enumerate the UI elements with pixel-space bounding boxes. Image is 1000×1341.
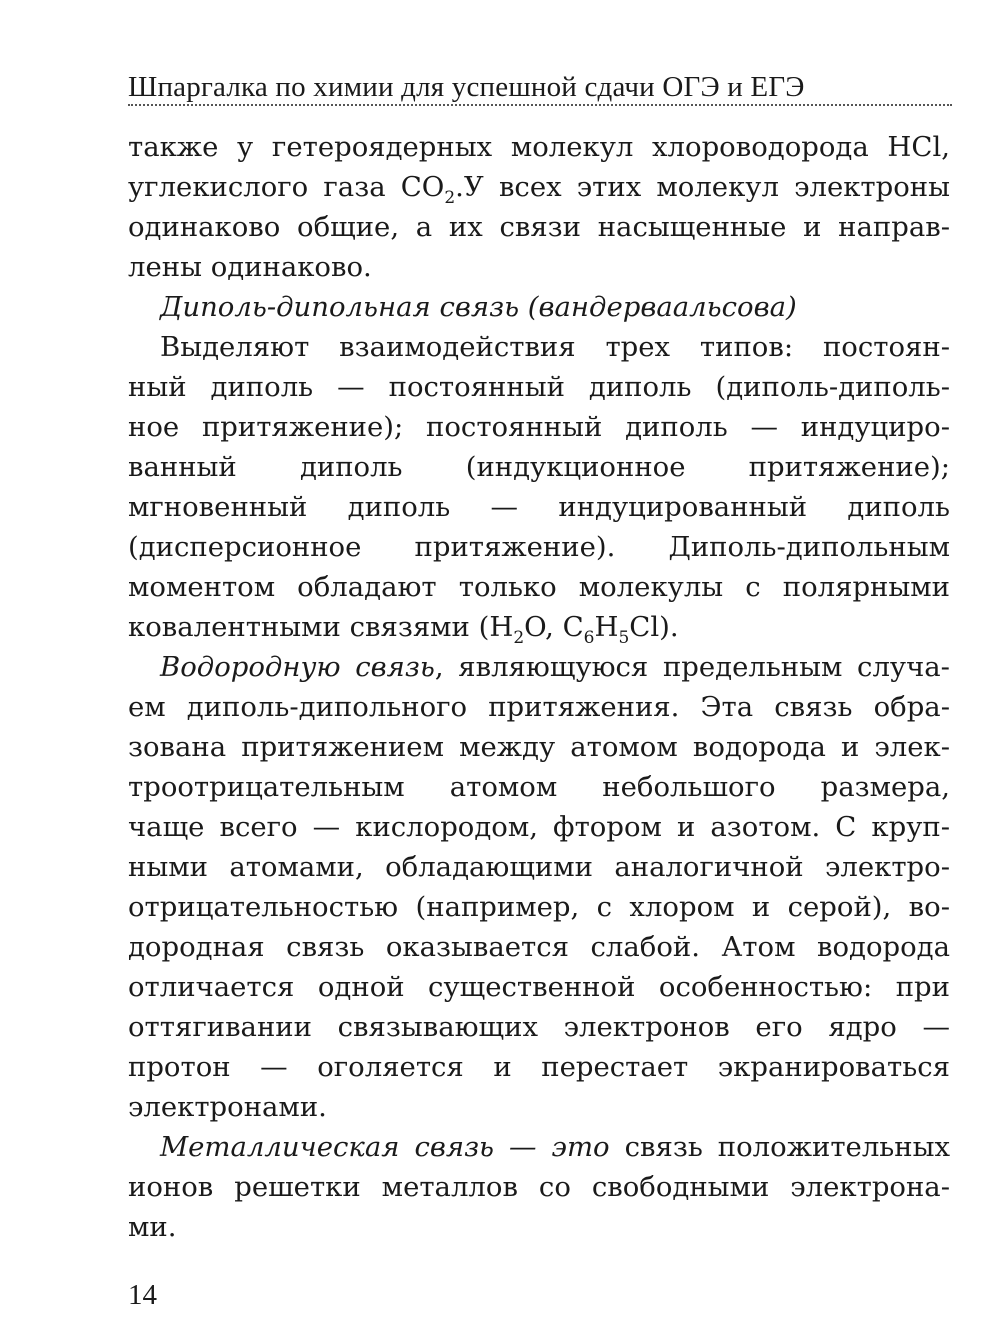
section-heading-dipole: Диполь-дипольная связь (вандерваальсова) — [160, 291, 797, 323]
term-hydrogen-bond: Водородную связь — [160, 651, 435, 683]
header-dotted-rule — [128, 104, 952, 106]
text-fragment: ковалентными связями (H — [128, 611, 514, 643]
subscript: 2 — [513, 628, 525, 648]
text-line: ными атомами, обладающими аналогичной электро- — [128, 851, 950, 883]
text-line: также у гетероядерных молекул хлороводорода HCl, — [128, 131, 950, 163]
text-line — [128, 1127, 950, 1167]
term-metallic-bond: Металлическая связь — это — [160, 1131, 610, 1163]
text-line: троотрицательным атомом небольшого размера, — [128, 771, 950, 803]
text-line: (дисперсионное притяжение). Диполь-дипольным — [128, 531, 950, 563]
text-line: одинаково общие, а их связи насыщенные и направ- — [128, 211, 950, 243]
running-title: Шпаргалка по химии для успешной сдачи ОГЭ и ЕГЭ — [128, 71, 805, 103]
text-line: оттягивании связывающих электронов его ядро — — [128, 1011, 950, 1043]
text-line: электронами. — [128, 1091, 327, 1123]
subscript: 2 — [444, 188, 456, 208]
text-line: зована притяжением между атомом водорода и элек- — [128, 731, 950, 763]
text-line: ионов решетки металлов со свободными электрона- — [128, 1171, 950, 1203]
text-line: ный диполь — постоянный диполь (диполь-диполь- — [128, 371, 950, 403]
text-line: отличается одной существенной особенностью: при — [128, 971, 950, 1003]
text-line — [128, 647, 950, 687]
text-line: Выделяют взаимодействия трех типов: постоян- — [160, 331, 950, 363]
text-line: моментом обладают только молекулы с полярными — [128, 571, 950, 603]
text-fragment: O, C — [524, 611, 584, 643]
text-line: отрицательностью (например, с хлором и серой), во- — [128, 891, 950, 923]
text-line: ванный диполь (индукционное притяжение); — [128, 451, 950, 483]
text-fragment: .У всех этих молекул электроны — [455, 171, 950, 203]
text-line — [128, 607, 950, 647]
text-fragment: Cl). — [629, 611, 679, 643]
page-number: 14 — [128, 1279, 157, 1311]
text-fragment: , являющуюся предельным случа- — [434, 651, 950, 683]
text-line: дородная связь оказывается слабой. Атом водорода — [128, 931, 950, 963]
text-line: чаще всего — кислородом, фтором и азотом. С круп- — [128, 811, 950, 843]
text-line: протон — оголяется и перестает экранироваться — [128, 1051, 950, 1083]
text-fragment: связь положительных — [609, 1131, 950, 1163]
text-line: ем диполь-дипольного притяжения. Эта связь обра- — [128, 691, 950, 723]
text-line: ное притяжение); постоянный диполь — индуциро- — [128, 411, 950, 443]
body-text — [128, 127, 950, 1247]
text-line: ми. — [128, 1211, 177, 1243]
subscript: 6 — [583, 628, 595, 648]
text-line: мгновенный диполь — индуцированный диполь — [128, 491, 950, 523]
text-fragment: H — [594, 611, 619, 643]
subscript: 5 — [618, 628, 630, 648]
text-fragment: углекислого газа CO — [128, 171, 445, 203]
text-line — [128, 167, 950, 207]
text-line: лены одинаково. — [128, 251, 372, 283]
